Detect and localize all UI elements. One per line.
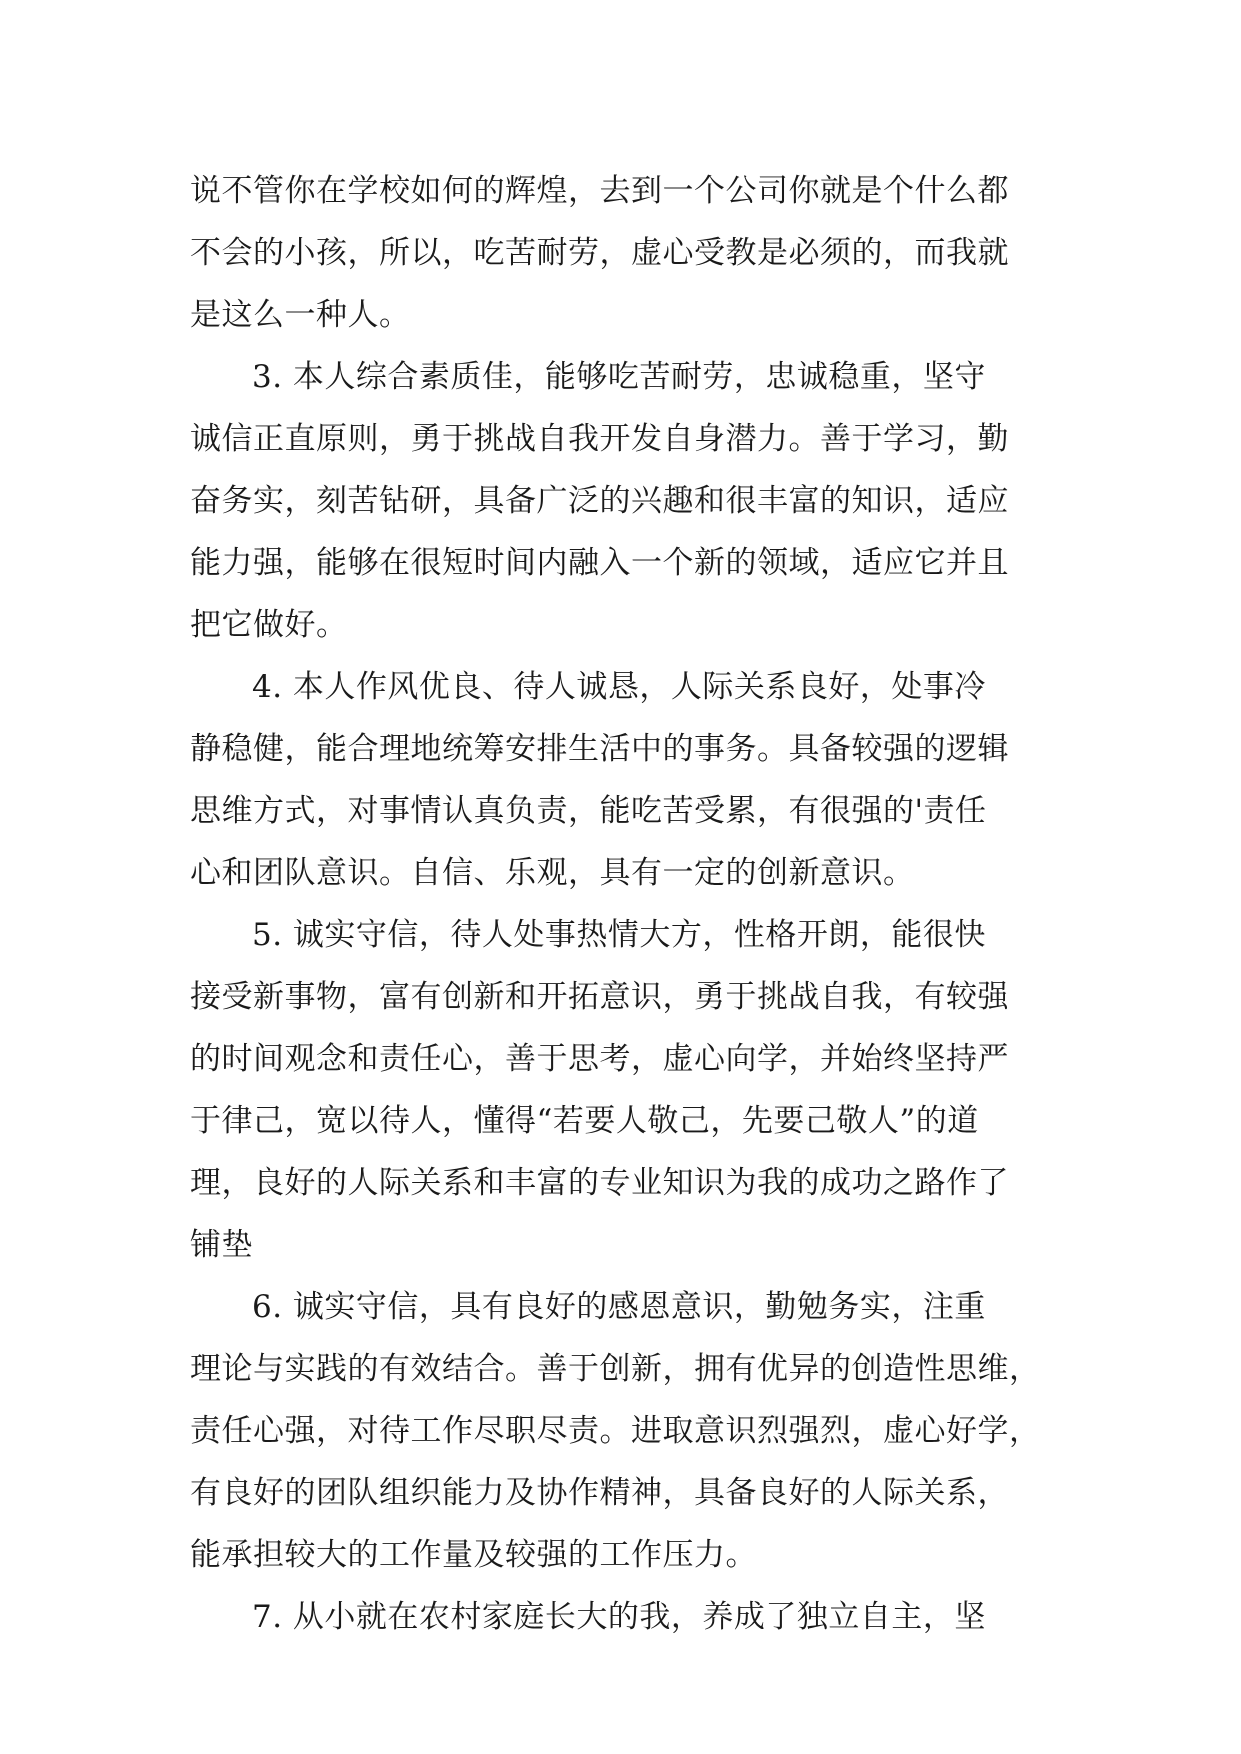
- text-line: 心和团队意识。自信、乐观，具有一定的创新意识。: [190, 855, 915, 891]
- text-line: 3. 本人综合素质佳，能够吃苦耐劳，忠诚稳重，坚守: [252, 359, 986, 395]
- text-line: 奋务实，刻苦钻研，具备广泛的兴趣和很丰富的知识，适应: [190, 483, 1009, 519]
- text-line: 有良好的团队组织能力及协作精神，具备良好的人际关系，: [190, 1475, 1009, 1511]
- paragraph-continuation: [190, 160, 1052, 346]
- text-line: 思维方式，对事情认真负责，能吃苦受累，有很强的'责任: [190, 793, 987, 829]
- text-line: 是这么一种人。: [190, 297, 411, 333]
- paragraph-item-4: [190, 656, 1052, 904]
- text-line: 接受新事物，富有创新和开拓意识，勇于挑战自我，有较强: [190, 979, 1009, 1015]
- paragraph-item-5: [190, 904, 1052, 1276]
- document-body: [190, 160, 1052, 1648]
- text-line: 把它做好。: [190, 607, 348, 643]
- text-line: 5. 诚实守信，待人处事热情大方，性格开朗，能很快: [252, 917, 986, 953]
- text-line: 理，良好的人际关系和丰富的专业知识为我的成功之路作了: [190, 1165, 1009, 1201]
- text-line: 的时间观念和责任心，善于思考，虚心向学，并始终坚持严: [190, 1041, 1009, 1077]
- text-line: 铺垫: [190, 1227, 253, 1263]
- text-line: 说不管你在学校如何的辉煌，去到一个公司你就是个什么都: [190, 173, 1009, 209]
- paragraph-item-7: [190, 1586, 1052, 1648]
- text-line: 于律己，宽以待人，懂得“若要人敬己，先要己敬人”的道: [190, 1103, 979, 1139]
- text-line: 能力强，能够在很短时间内融入一个新的领域，适应它并且: [190, 545, 1009, 581]
- text-line: 责任心强，对待工作尽职尽责。进取意识烈强烈，虚心好学，: [190, 1413, 1041, 1449]
- paragraph-item-3: [190, 346, 1052, 656]
- text-line: 不会的小孩，所以，吃苦耐劳，虚心受教是必须的，而我就: [190, 235, 1009, 271]
- text-line: 7. 从小就在农村家庭长大的我，养成了独立自主，坚: [252, 1599, 986, 1635]
- text-line: 理论与实践的有效结合。善于创新，拥有优异的创造性思维，: [190, 1351, 1041, 1387]
- paragraph-item-6: [190, 1276, 1052, 1586]
- text-line: 6. 诚实守信，具有良好的感恩意识，勤勉务实，注重: [252, 1289, 986, 1325]
- text-line: 静稳健，能合理地统筹安排生活中的事务。具备较强的逻辑: [190, 731, 1009, 767]
- text-line: 诚信正直原则，勇于挑战自我开发自身潜力。善于学习，勤: [190, 421, 1009, 457]
- text-line: 4. 本人作风优良、待人诚恳，人际关系良好，处事冷: [252, 669, 986, 705]
- text-line: 能承担较大的工作量及较强的工作压力。: [190, 1537, 757, 1573]
